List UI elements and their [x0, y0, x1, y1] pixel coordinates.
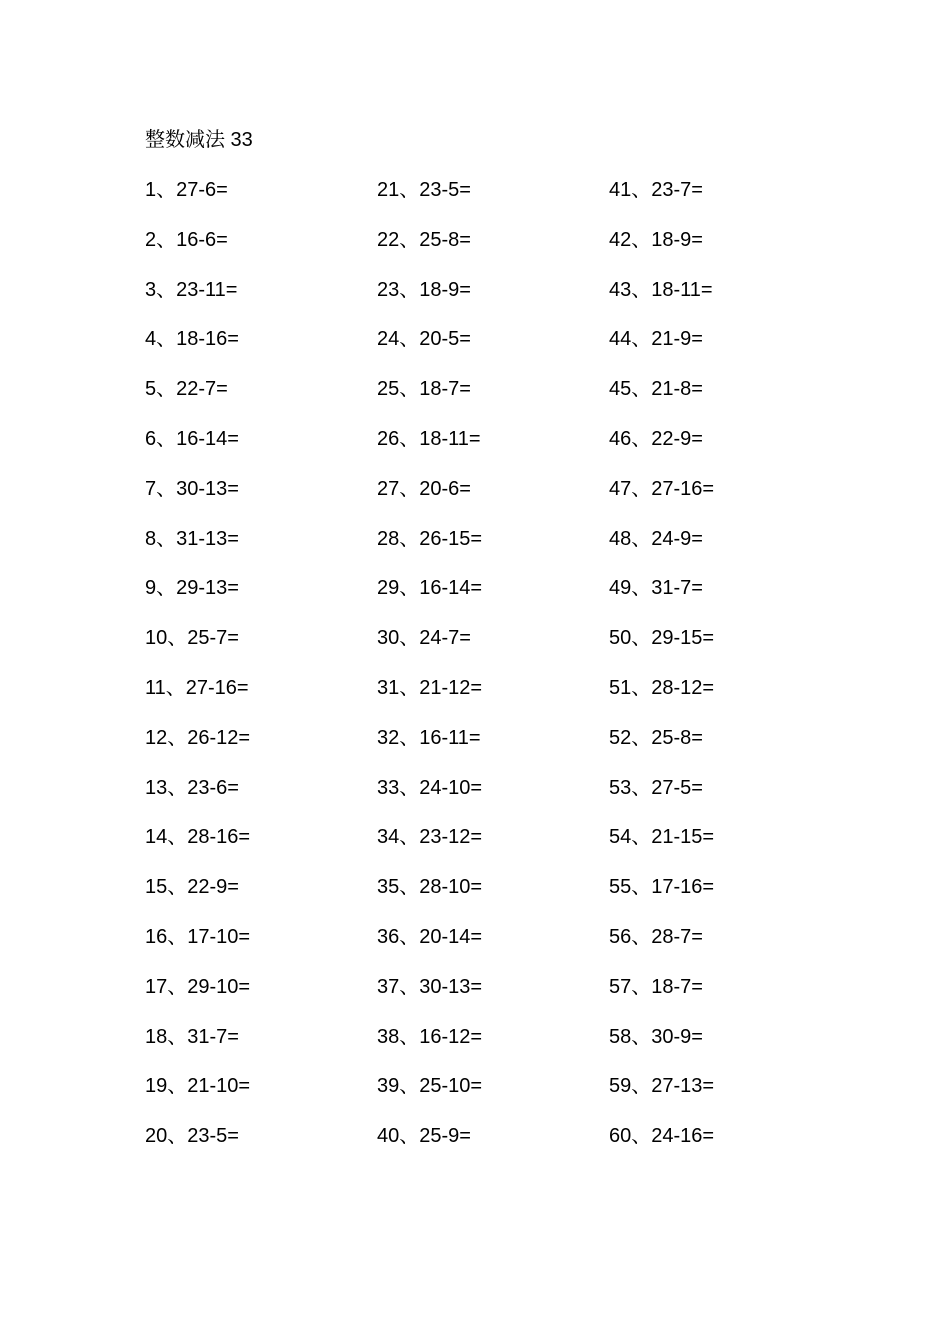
problem-item: 32、16-11= [377, 726, 481, 749]
problem-item: 43、18-11= [609, 278, 713, 301]
problem-item: 34、23-12= [377, 826, 483, 849]
problem-item: 18、31-7= [145, 1025, 239, 1048]
problem-item: 36、20-14= [377, 925, 483, 948]
problem-item: 23、18-9= [377, 278, 471, 301]
problem-item: 21、23-5= [377, 179, 471, 201]
problem-item: 8、31-13= [145, 527, 239, 550]
problem-item: 10、25-7= [145, 627, 239, 650]
problem-item: 47、27-16= [609, 477, 715, 500]
problem-item: 13、23-6= [145, 776, 239, 799]
problem-item: 58、30-9= [609, 1025, 703, 1048]
problem-item: 37、30-13= [377, 975, 483, 998]
problem-item: 45、21-8= [609, 378, 703, 401]
problem-column-1 [145, 176, 365, 1172]
problem-item: 33、24-10= [377, 776, 483, 799]
problem-item: 60、24-16= [609, 1125, 715, 1148]
problem-item: 9、29-13= [145, 577, 239, 600]
problem-item: 7、30-13= [145, 477, 239, 500]
problem-item: 57、18-7= [609, 975, 703, 998]
problem-item: 26、18-11= [377, 427, 481, 450]
problem-item: 17、29-10= [145, 975, 251, 998]
problem-item: 52、25-8= [609, 726, 703, 749]
problem-item: 35、28-10= [377, 876, 483, 899]
problem-item: 44、21-9= [609, 328, 703, 351]
problem-item: 51、28-12= [609, 676, 715, 699]
problem-item: 56、28-7= [609, 925, 703, 948]
problem-item: 11、27-16= [145, 676, 249, 699]
problem-item: 29、16-14= [377, 577, 483, 600]
problem-item: 3、23-11= [145, 278, 238, 301]
problem-item: 14、28-16= [145, 826, 251, 849]
problem-item: 39、25-10= [377, 1075, 483, 1098]
problem-column-3 [609, 176, 829, 1172]
problem-item: 49、31-7= [609, 577, 703, 600]
problem-item: 48、24-9= [609, 527, 703, 550]
problem-item: 25、18-7= [377, 378, 471, 401]
problem-item: 19、21-10= [145, 1075, 251, 1098]
problem-item: 46、22-9= [609, 427, 703, 450]
problem-item: 20、23-5= [145, 1125, 239, 1148]
problem-item: 24、20-5= [377, 328, 471, 351]
problem-item: 12、26-12= [145, 726, 251, 749]
problem-item: 50、29-15= [609, 627, 715, 650]
worksheet-title: 整数减法 33 [145, 129, 253, 151]
problem-item: 55、17-16= [609, 876, 715, 899]
problem-item: 15、22-9= [145, 876, 239, 899]
problem-item: 16、17-10= [145, 925, 251, 948]
problem-item: 59、27-13= [609, 1075, 715, 1098]
problem-item: 38、16-12= [377, 1025, 483, 1048]
problem-item: 30、24-7= [377, 627, 471, 650]
problem-item: 6、16-14= [145, 427, 239, 450]
problem-item: 27、20-6= [377, 477, 471, 500]
problem-item: 41、23-7= [609, 179, 703, 201]
problem-item: 31、21-12= [377, 676, 483, 699]
problem-item: 22、25-8= [377, 228, 471, 251]
problem-item: 4、18-16= [145, 328, 239, 351]
problem-item: 2、16-6= [145, 228, 228, 251]
problem-item: 42、18-9= [609, 228, 703, 251]
problem-item: 5、22-7= [145, 378, 228, 401]
problem-item: 53、27-5= [609, 776, 703, 799]
problem-column-2 [377, 176, 597, 1172]
problem-item: 1、27-6= [145, 179, 228, 201]
problem-item: 40、25-9= [377, 1125, 471, 1148]
problem-item: 54、21-15= [609, 826, 715, 849]
problem-item: 28、26-15= [377, 527, 483, 550]
